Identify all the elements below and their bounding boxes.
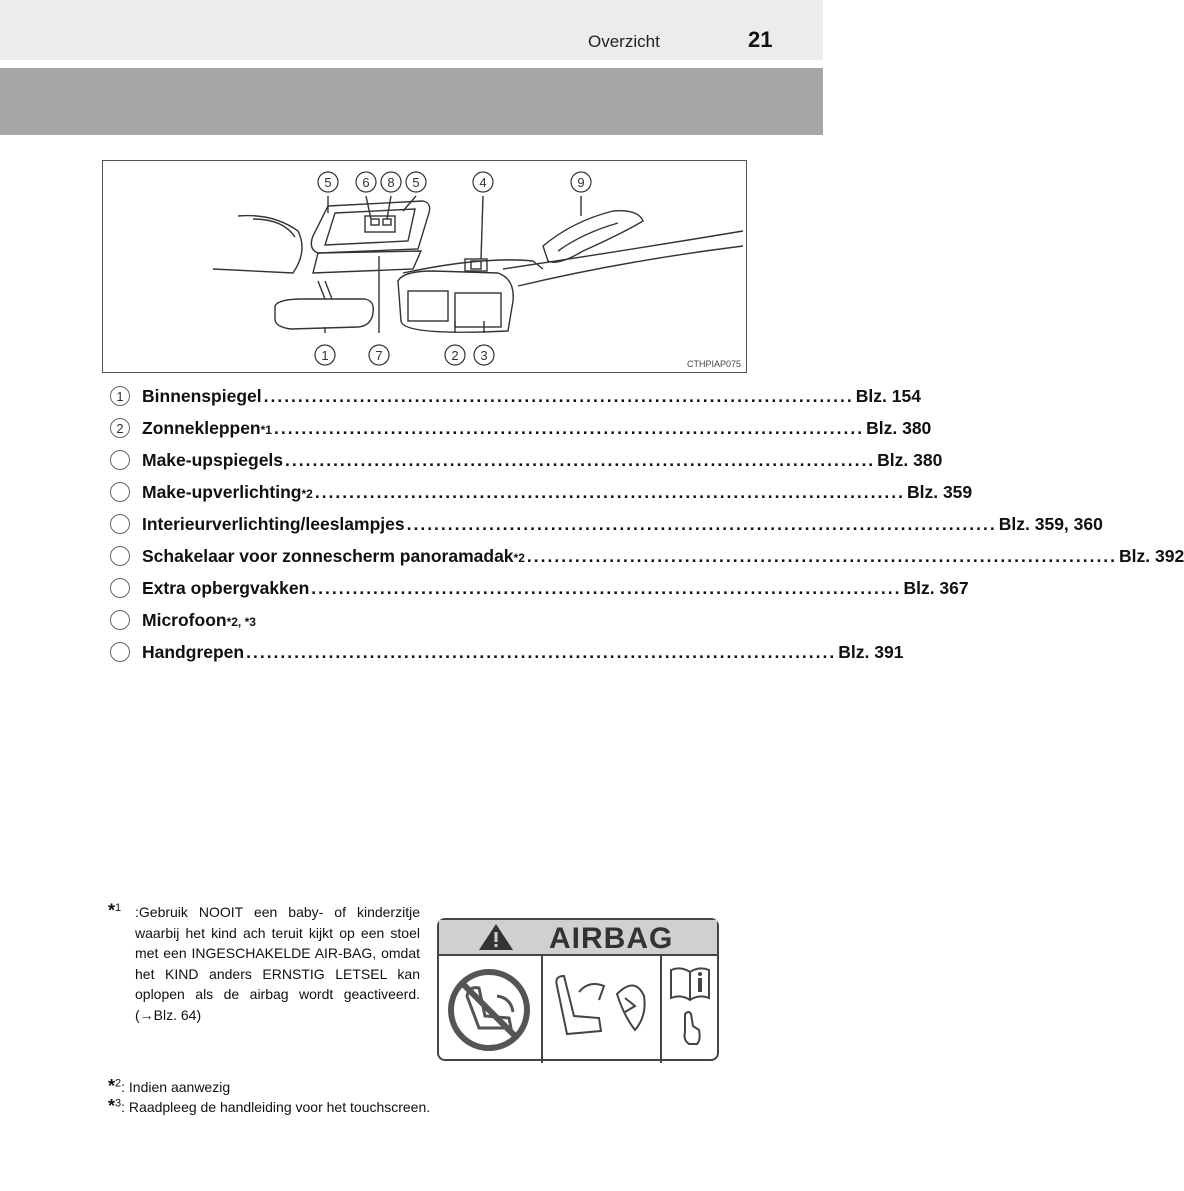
callout-label: 5 <box>324 175 332 190</box>
read-manual-icon <box>671 968 709 1044</box>
footnote-3 <box>108 1096 430 1117</box>
item-number <box>110 482 130 502</box>
item-label: Schakelaar voor zonnescherm panoramadak <box>142 545 514 566</box>
footnote-text: :Gebruik NOOIT een baby- of kinderzitje waarbij het kind ach teruit kijkt op een stoel met een INGESCHAKELDE AIR-BAG, omdat het KIND anders ERNSTIG LETSEL kan oplopen als de airbag wordt geactiveerd. (→Blz. 64) <box>135 904 420 1023</box>
item-number <box>110 514 130 534</box>
callout-label: 1 <box>321 348 329 363</box>
item-label: Extra opbergvakken <box>142 577 310 598</box>
callout-label: 5 <box>412 175 420 190</box>
item-label: Binnenspiegel <box>142 385 262 406</box>
list-item: Make-upverlichting *2 ...................................................................................... Blz. 359 <box>110 476 720 508</box>
list-item: 2 Zonnekleppen *1 ...................................................................................... Blz. 380 <box>110 412 720 444</box>
callout-label: 6 <box>362 175 370 190</box>
figure-code: CTHPIAP075 <box>686 359 741 369</box>
list-item: Handgrepen ...................................................................................... Blz. 391 <box>110 636 720 668</box>
list-item: Microfoon *2, *3 <box>110 604 720 636</box>
footnote-mark: * <box>108 900 116 921</box>
no-rear-facing-seat-icon <box>451 972 527 1048</box>
footnote-number: 3 <box>115 1097 122 1110</box>
page-reference-link[interactable]: Blz. 154 <box>855 385 921 406</box>
footnote-text: : Raadpleeg de handleiding voor het touchscreen. <box>121 1099 431 1115</box>
page-reference-link[interactable]: Blz. 392 <box>1119 545 1184 566</box>
callout-label: 3 <box>480 348 488 363</box>
page-reference-link[interactable]: Blz. 380 <box>866 417 932 438</box>
page-number: 21 <box>748 27 773 52</box>
callout-label: 2 <box>451 348 459 363</box>
footnote-mark: * <box>108 1096 116 1116</box>
item-label: Make-upspiegels <box>142 449 284 470</box>
callout-label: 4 <box>479 175 487 190</box>
overhead-drawing <box>103 161 748 374</box>
airbag-label-header <box>439 920 717 956</box>
footnote-number: 1 <box>115 902 122 914</box>
footnote-number: 2 <box>115 1077 122 1090</box>
page-reference-link[interactable]: Blz. 391 <box>838 641 904 662</box>
list-item: Extra opbergvakken ...................................................................................... Blz. 367 <box>110 572 720 604</box>
page-reference-link[interactable]: Blz. 367 <box>903 577 969 598</box>
callout-label: 9 <box>577 175 585 190</box>
item-number <box>110 546 130 566</box>
footnote-2 <box>108 1076 230 1097</box>
header-band <box>0 0 823 60</box>
item-number: 1 <box>110 386 130 406</box>
component-list <box>110 380 1184 668</box>
item-number <box>110 610 130 630</box>
page-reference-link[interactable]: Blz. 380 <box>877 449 943 470</box>
list-item: Make-upspiegels ...................................................................................... Blz. 380 <box>110 444 720 476</box>
section-title: Overzicht <box>588 32 660 51</box>
callout-label: 7 <box>375 348 383 363</box>
item-label: Handgrepen <box>142 641 245 662</box>
page-reference-link[interactable]: Blz. 359 <box>906 481 973 502</box>
airbag-pictograms <box>439 956 721 1063</box>
item-number <box>110 578 130 598</box>
airbag-title: AIRBAG <box>549 922 674 955</box>
list-item: Interieurverlichting/leeslampjes ...................................................................................... Blz. 359, 360 <box>110 508 720 540</box>
overhead-console-illustration <box>102 160 747 373</box>
warning-triangle-icon <box>469 920 529 954</box>
item-label: Make-upverlichting <box>142 481 302 502</box>
item-label: Zonnekleppen <box>142 417 261 438</box>
callout-label: 8 <box>387 175 395 190</box>
list-item: Schakelaar voor zonnescherm panoramadak *2 ...................................................................................... Blz. 392 <box>110 540 720 572</box>
item-label: Microfoon <box>142 609 227 630</box>
footnote-mark: * <box>108 1076 116 1096</box>
page-reference-link[interactable]: Blz. 359, 360 <box>998 513 1103 534</box>
airbag-warning-label <box>437 918 719 1061</box>
footnote-text: : Indien aanwezig <box>121 1079 231 1095</box>
item-number <box>110 642 130 662</box>
item-number <box>110 450 130 470</box>
airbag-deploy-icon <box>556 976 644 1034</box>
item-label: Interieurverlichting/leeslampjes <box>142 513 405 534</box>
list-item: 1 Binnenspiegel ...................................................................................... Blz. 154 <box>110 380 720 412</box>
section-bar <box>0 68 823 135</box>
item-number: 2 <box>110 418 130 438</box>
footnote-1 <box>108 898 420 1025</box>
